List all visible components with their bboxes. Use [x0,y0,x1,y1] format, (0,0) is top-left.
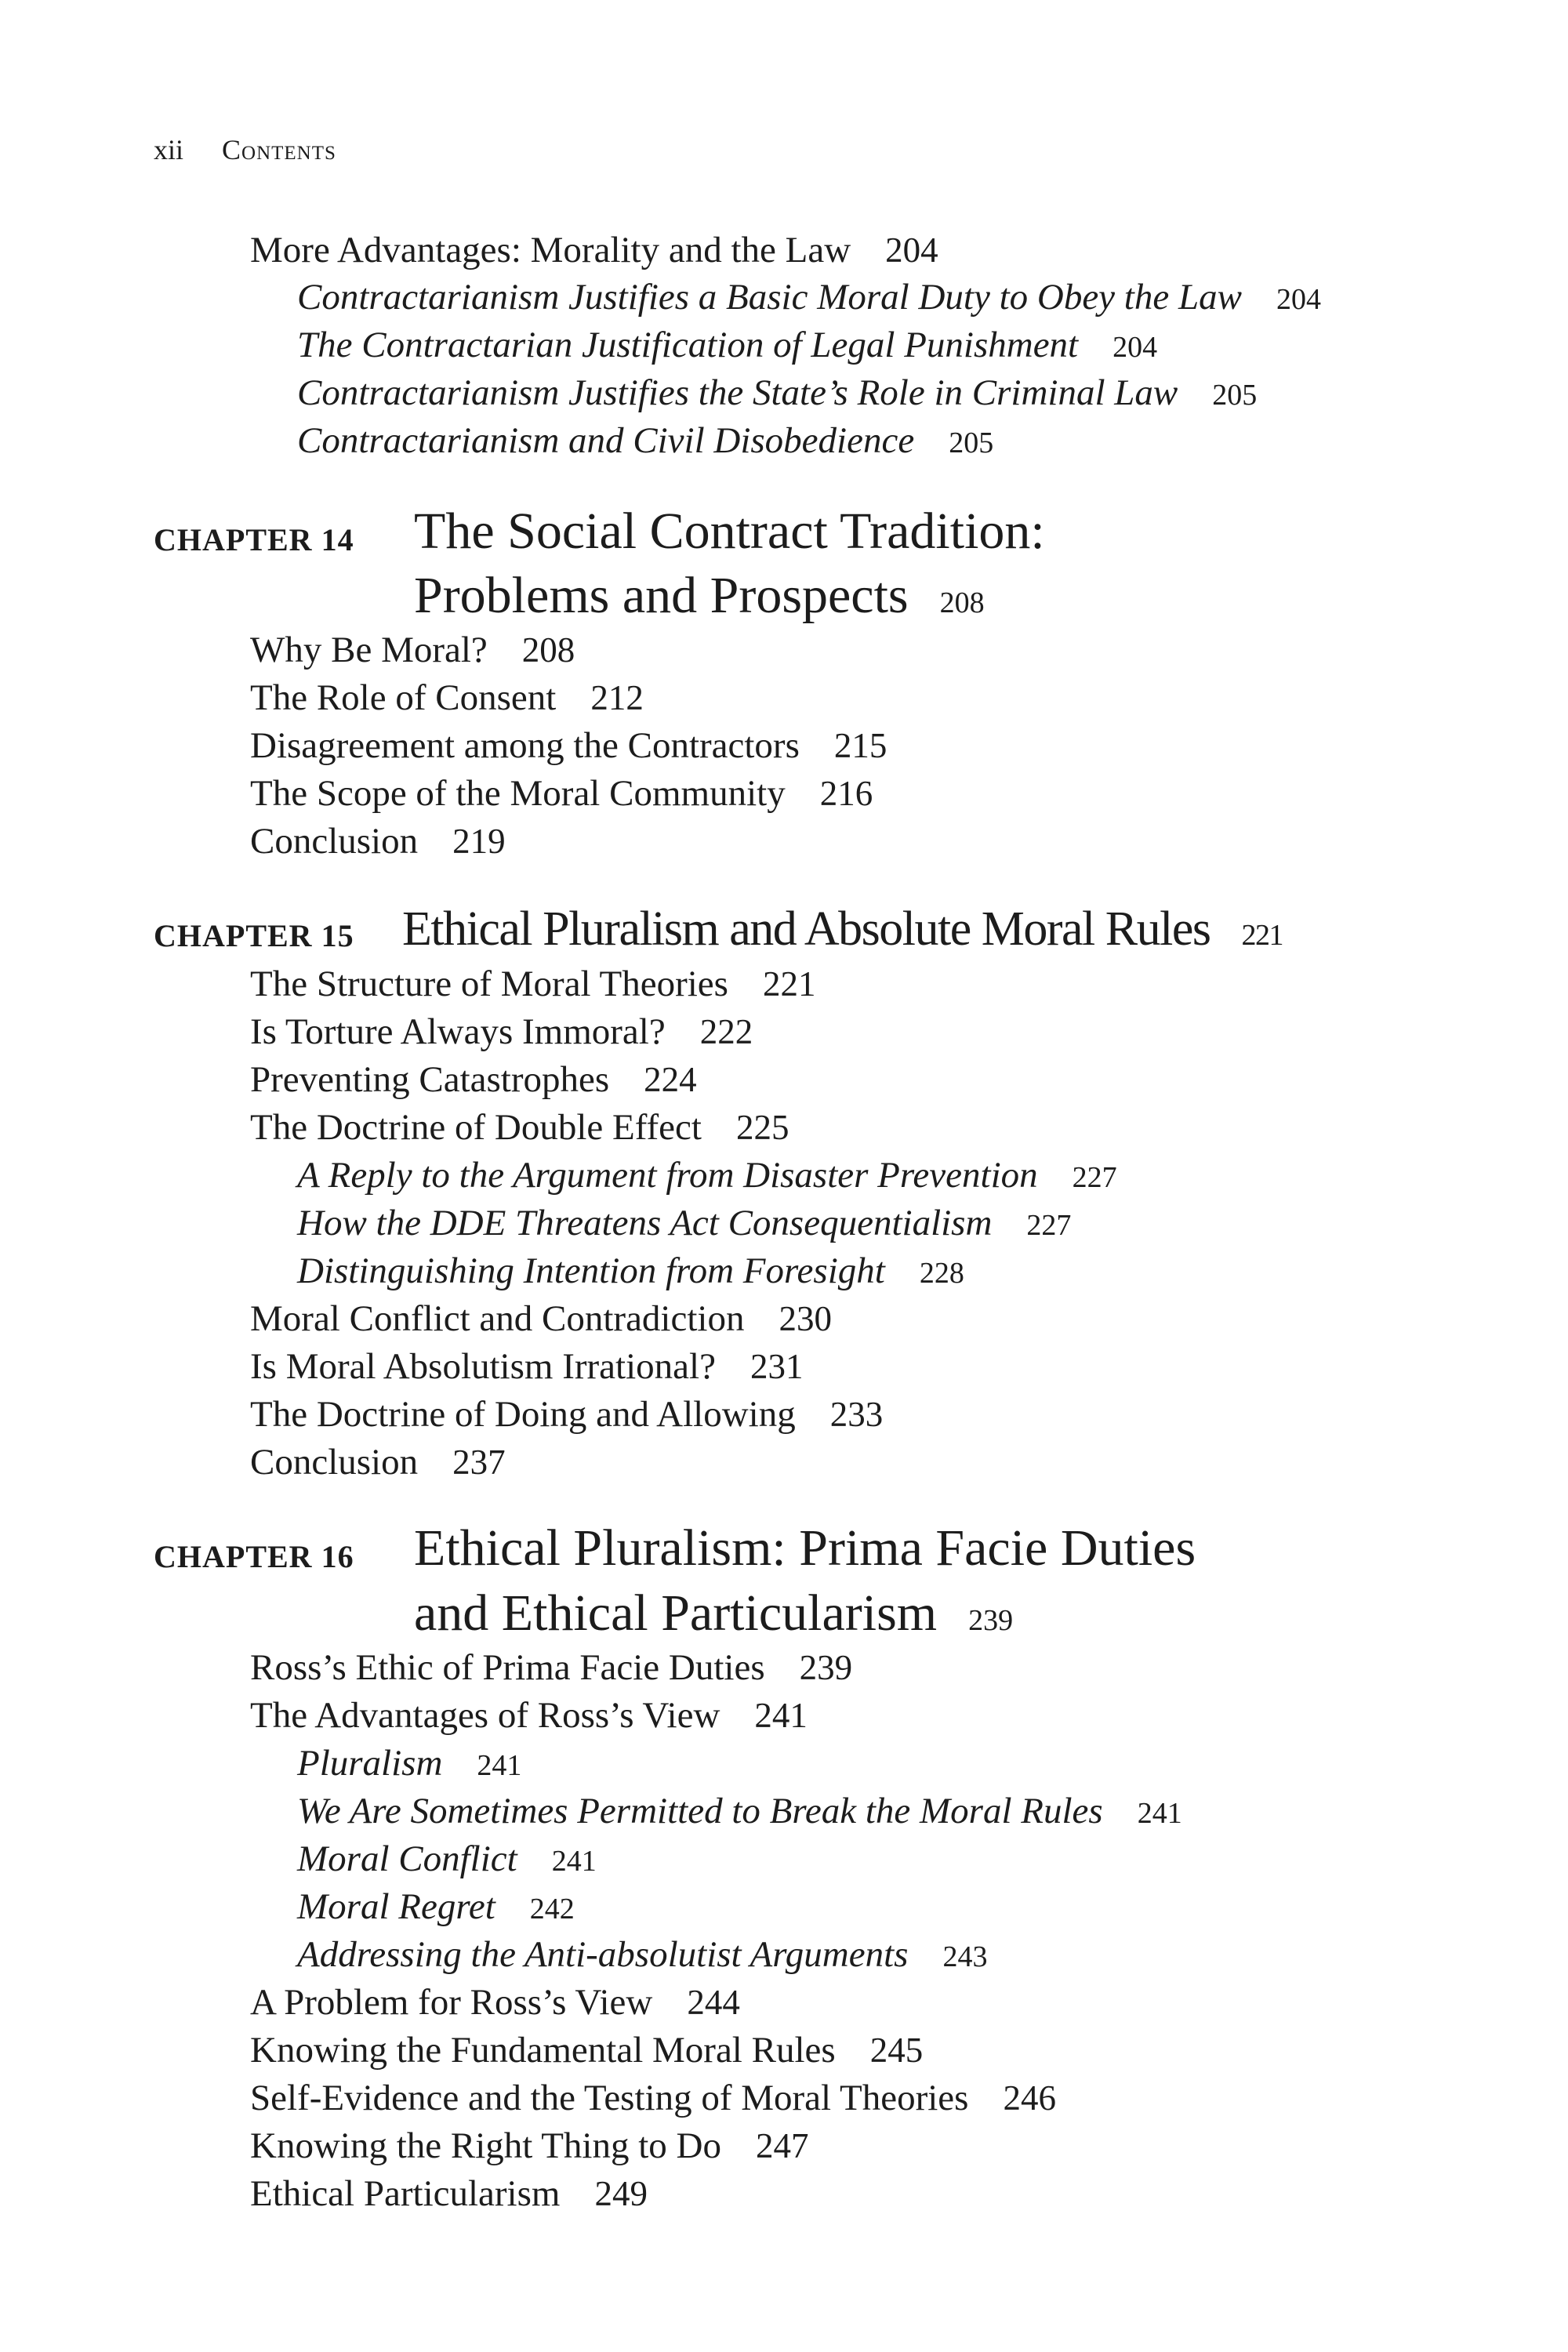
chapter-14-page: 208 [939,586,985,619]
toc-subentry[interactable] [297,1742,521,1784]
chapter-15-title[interactable] [402,902,1283,957]
toc-subentry-title: Pluralism [297,1743,443,1784]
toc-subentry[interactable] [297,1154,1117,1196]
toc-subentry-page: 241 [477,1749,522,1782]
toc-entry-page: 208 [521,630,575,670]
toc-subentry-title: How the DDE Threatens Act Consequentialism [297,1203,993,1243]
toc-entry[interactable] [250,2172,648,2215]
toc-subentry-page: 227 [1072,1161,1117,1194]
toc-entry-title: Self-Evidence and the Testing of Moral Theories [250,2078,969,2118]
toc-subentry-title: The Contractarian Justification of Legal Punishment [297,325,1079,365]
toc-subentry-page: 242 [529,1893,575,1926]
running-header [154,133,336,166]
toc-entry-page: 216 [819,774,873,813]
toc-entry-title: Ethical Particularism [250,2173,561,2214]
chapter-14-label: CHAPTER 14 [154,522,354,557]
toc-entry[interactable] [250,2029,923,2071]
toc-entry-page: 204 [885,230,938,270]
toc-entry-page: 239 [799,1648,853,1687]
toc-entry[interactable] [250,1058,697,1101]
toc-subentry-title: A Reply to the Argument from Disaster Prevention [297,1155,1038,1196]
toc-entry-title: Is Moral Absolutism Irrational? [250,1346,716,1387]
toc-subentry-page: 241 [1137,1797,1182,1830]
toc-subentry[interactable] [297,1250,964,1292]
toc-subentry[interactable] [297,372,1257,414]
toc-entry-title: The Scope of the Moral Community [250,773,786,814]
toc-entry-title: Disagreement among the Contractors [250,725,800,766]
toc-entry-title: The Advantages of Ross’s View [250,1695,720,1736]
toc-entry-page: 246 [1003,2078,1056,2118]
toc-entry-title: The Structure of Moral Theories [250,964,728,1004]
chapter-16-label: CHAPTER 16 [154,1539,354,1574]
chapter-title-text: Ethical Pluralism and Absolute Moral Rules [402,902,1210,956]
toc-entry[interactable] [250,1345,803,1388]
chapter-15-label: CHAPTER 15 [154,918,354,953]
toc-entry-page: 212 [590,678,644,717]
toc-entry-title: The Role of Consent [250,677,557,718]
toc-entry-title: Is Torture Always Immoral? [250,1011,666,1052]
page-folio: xii [154,134,184,165]
toc-subentry-page: 205 [949,426,994,459]
toc-subentry-page: 241 [551,1845,597,1878]
toc-entry-page: 247 [756,2126,809,2165]
toc-entry[interactable] [250,1106,789,1149]
toc-subentry[interactable] [297,1202,1071,1244]
toc-entry-title: Knowing the Fundamental Moral Rules [250,2030,836,2071]
chapter-title-text: The Social Contract Tradition: [414,503,1045,560]
toc-subentry[interactable] [297,1790,1182,1832]
toc-entry-page: 231 [750,1347,804,1386]
toc-subentry-title: Moral Conflict [297,1838,517,1879]
chapter-title-text: Ethical Pluralism: Prima Facie Duties [414,1519,1196,1577]
chapter-15-page: 221 [1241,919,1283,952]
toc-subentry-title: Contractarianism Justifies the State’s Role in Criminal Law [297,372,1178,413]
toc-subentry-title: Addressing the Anti-absolutist Arguments [297,1934,909,1975]
toc-entry-title: Conclusion [250,821,419,862]
toc-subentry[interactable] [297,276,1321,318]
toc-subentry-page: 205 [1212,379,1258,412]
toc-entry[interactable] [250,1441,506,1483]
toc-entry-title: Moral Conflict and Contradiction [250,1298,745,1339]
toc-entry-page: 221 [762,964,816,1004]
toc-entry-page: 225 [735,1108,789,1147]
toc-entry[interactable] [250,2125,809,2167]
toc-subentry[interactable] [297,1933,987,1976]
toc-entry-page: 224 [644,1060,697,1099]
toc-entry[interactable] [250,1981,740,2024]
chapter-16-title-line1[interactable] [414,1519,1196,1578]
toc-entry[interactable] [250,2077,1056,2119]
toc-subentry-page: 243 [942,1940,988,1973]
toc-entry[interactable] [250,677,644,719]
toc-subentry-title: Distinguishing Intention from Foresight [297,1250,885,1291]
toc-entry[interactable] [250,724,887,767]
toc-subentry-page: 204 [1112,331,1158,364]
toc-entry-title: Conclusion [250,1442,419,1483]
toc-entry-page: 215 [833,726,887,765]
chapter-16-page: 239 [968,1604,1014,1637]
toc-entry-page: 245 [869,2031,924,2070]
toc-subentry-page: 228 [919,1257,964,1290]
toc-subentry-title: Contractarianism Justifies a Basic Moral Duty to Obey the Law [297,277,1242,318]
toc-entry[interactable] [250,229,938,271]
toc-entry-title: Why Be Moral? [250,630,488,670]
toc-entry[interactable] [250,1298,832,1340]
toc-subentry[interactable] [297,324,1157,366]
toc-entry[interactable] [250,820,506,862]
toc-subentry[interactable] [297,419,993,462]
toc-entry-page: 241 [754,1696,808,1735]
toc-entry-page: 222 [699,1012,753,1051]
toc-subentry-title: Moral Regret [297,1886,495,1927]
chapter-16-title-line2[interactable] [414,1584,1013,1643]
toc-entry-page: 249 [594,2174,648,2213]
toc-subentry-title: Contractarianism and Civil Disobedience [297,420,915,461]
toc-entry[interactable] [250,1694,808,1737]
toc-entry[interactable] [250,1646,852,1689]
toc-subentry-title: We Are Sometimes Permitted to Break the Moral Rules [297,1791,1103,1831]
toc-subentry[interactable] [297,1886,575,1928]
toc-entry[interactable] [250,629,575,671]
toc-subentry-page: 227 [1026,1209,1072,1242]
toc-entry[interactable] [250,1393,883,1436]
toc-entry-title: The Doctrine of Doing and Allowing [250,1394,796,1435]
toc-entry-title: Knowing the Right Thing to Do [250,2125,721,2166]
toc-entry-page: 233 [829,1395,884,1434]
toc-entry[interactable] [250,772,873,815]
toc-entry-title: More Advantages: Morality and the Law [250,230,851,270]
toc-entry[interactable] [250,1011,753,1053]
toc-entry-title: Preventing Catastrophes [250,1059,610,1100]
toc-subentry[interactable] [297,1838,597,1880]
toc-subentry-page: 204 [1276,283,1321,316]
toc-entry-page: 244 [687,1983,740,2022]
toc-entry-title: Ross’s Ethic of Prima Facie Duties [250,1647,765,1688]
toc-entry-title: A Problem for Ross’s View [250,1982,653,2023]
toc-entry-page: 219 [452,822,506,861]
chapter-title-text: and Ethical Particularism [414,1584,938,1642]
toc-entry[interactable] [250,963,815,1005]
toc-entry-page: 230 [779,1299,832,1338]
chapter-title-text: Problems and Prospects [414,567,909,624]
chapter-14-title-line1[interactable] [414,502,1045,561]
running-head-title: Contents [222,134,336,165]
toc-entry-page: 237 [452,1443,506,1482]
chapter-14-title-line2[interactable] [414,566,985,626]
toc-entry-title: The Doctrine of Double Effect [250,1107,702,1148]
